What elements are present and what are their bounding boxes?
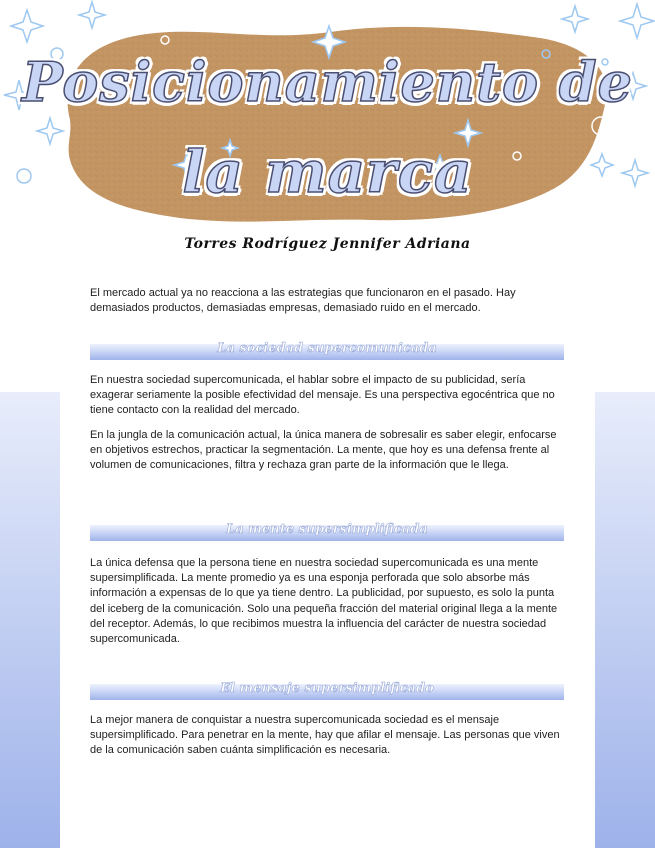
title-line-1: Posicionamiento de xyxy=(22,50,633,114)
section-paragraph: En nuestra sociedad supercomunicada, el hablar sobre el impacto de su publicidad, sería exagerar seriamente la posible efectividad del mensaje. Es una perspectiva egocéntrica que no tiene contacto con la realidad del mercado. xyxy=(90,374,555,417)
left-gradient-band xyxy=(0,392,60,848)
star-icon xyxy=(11,10,43,42)
star-icon xyxy=(620,4,654,38)
section-paragraph: En la jungla de la comunicación actual, la única manera de sobresalir es saber elegir, enfocarse en objetivos estrechos, practicar la segmentación. La mente, que hoy es una defensa frente al volumen de comunicaciones, filtra y rechaza gran parte de la información que le llega. xyxy=(90,429,557,472)
section-heading-bar xyxy=(90,341,564,360)
intro-paragraph: El mercado actual ya no reacciona a las estrategias que funcionaron en el pasado. Hay demasiados productos, demasiadas empresas, demasiado ruido en el mercado. xyxy=(90,287,516,315)
star-icon xyxy=(79,2,105,28)
section-heading: El mensaje supersimplificado xyxy=(220,681,434,696)
star-icon xyxy=(562,6,588,32)
section-paragraph: La mejor manera de conquistar a nuestra supercomunicada sociedad es el mensaje supersimplificado. Para penetrar en la mente, hay que afilar el mensaje. Las personas que viven de la comunicación saben cuánta simplificación es necesaria. xyxy=(90,714,560,757)
section-heading-bar xyxy=(90,522,564,541)
right-gradient-band xyxy=(595,392,655,848)
section-heading: La sociedad supercomunicada xyxy=(217,341,437,356)
author-name: Torres Rodríguez Jennifer Adriana xyxy=(184,236,471,252)
section-heading-bar xyxy=(90,681,564,700)
section-paragraph: La única defensa que la persona tiene en nuestra sociedad supercomunicada es una mente supersimplificada. La mente promedio ya es una esponja perforada que solo absorbe más información a expensas de lo que ya tiene dentro. La publicidad, por supuesto, es solo la punta del iceberg de la comunicación. Solo una pequeña fracción del material original llega a la mente del receptor. Además, lo que recibimos muestra la influencia del carácter de nuestra sociedad supercomunicada. xyxy=(90,557,558,646)
section-heading: La mente supersimplificada xyxy=(226,522,428,537)
title-line-2: la marca xyxy=(182,138,473,206)
